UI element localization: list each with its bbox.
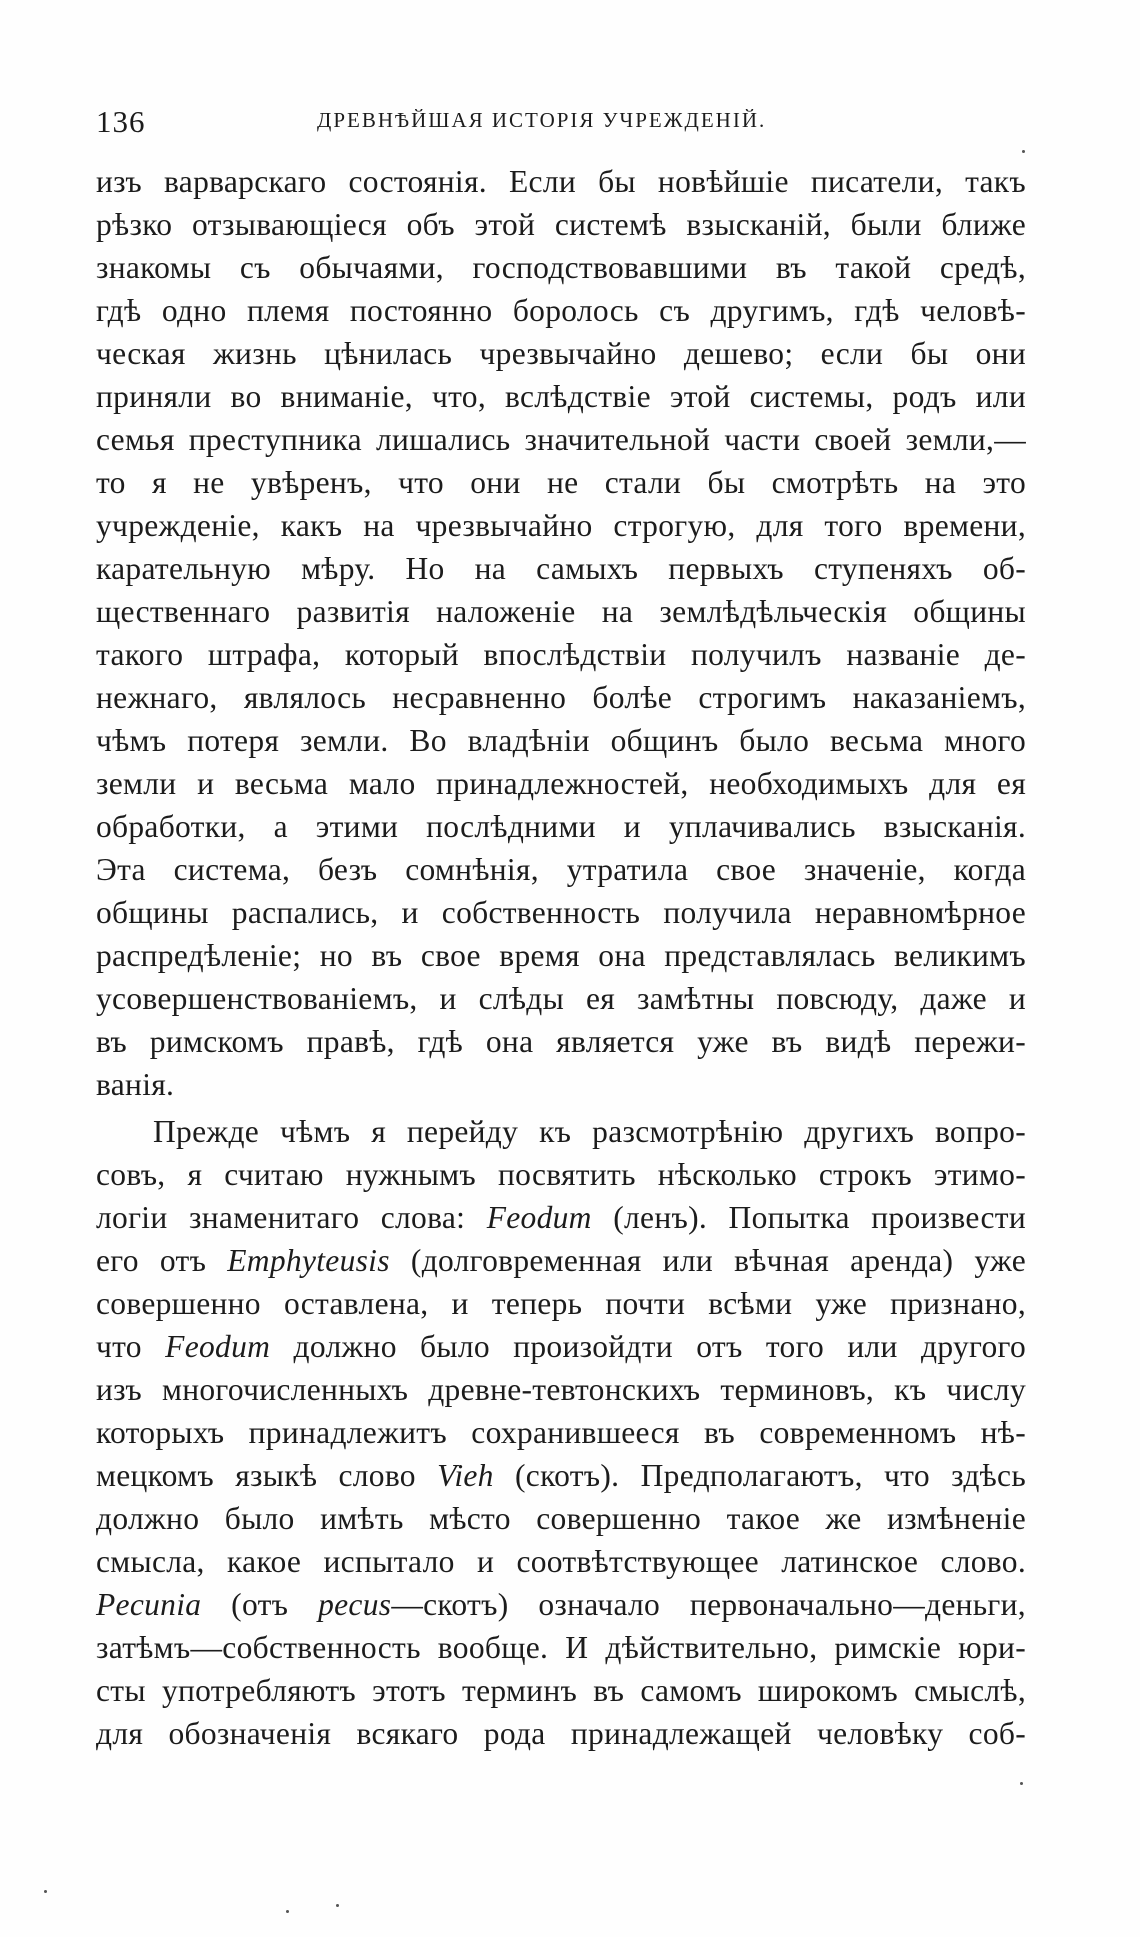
text-line: щественнаго развитія наложеніе на землѣдѣльческія общины xyxy=(96,594,1026,629)
text-run: логіи знаменитаго слова: xyxy=(96,1200,487,1235)
text-run: (скотъ). Предполагаютъ, что здѣсь xyxy=(493,1458,1026,1493)
text-run: —скотъ) означало первоначально—деньги, xyxy=(391,1587,1026,1622)
text-line: совъ, я считаю нужнымъ посвятить нѣсколько строкъ этимо- xyxy=(96,1157,1026,1192)
paragraph-1 xyxy=(96,160,1026,1106)
text-line: общины распались, и собственность получила неравномѣрное xyxy=(96,895,1026,930)
text-line: сты употребляютъ этотъ терминъ въ самомъ широкомъ смыслѣ, xyxy=(96,1673,1026,1708)
scan-speck xyxy=(286,1910,289,1913)
text-line: затѣмъ—собственность вообще. И дѣйствительно, римскіе юри- xyxy=(96,1630,1026,1665)
running-head: ДРЕВНѢЙШАЯ ИСТОРІЯ УЧРЕЖДЕНІЙ. xyxy=(317,108,767,132)
latin-term: Emphyteusis xyxy=(227,1243,390,1278)
text-line: такого штрафа, который впослѣдствіи получилъ названіе де- xyxy=(96,637,1026,672)
text-run: (отъ xyxy=(201,1587,319,1622)
text-line: изъ варварскаго состоянія. Если бы новѣйшіе писатели, такъ xyxy=(96,164,1026,199)
text-line: въ римскомъ правѣ, гдѣ она является уже въ видѣ пережи- xyxy=(96,1024,1026,1059)
text-line: ванія. xyxy=(96,1067,175,1102)
text-line: смысла, какое испытало и соотвѣтствующее латинское слово. xyxy=(96,1544,1026,1579)
text-line: обработки, а этими послѣдними и уплачивались взысканія. xyxy=(96,809,1026,844)
text-run: должно было произойдти отъ того или другого xyxy=(270,1329,1026,1364)
body-text xyxy=(96,160,1026,1755)
text-line: приняли во вниманіе, что, вслѣдствіе этой системы, родъ или xyxy=(96,379,1026,414)
text-line: усовершенствованіемъ, и слѣды ея замѣтны повсюду, даже и xyxy=(96,981,1026,1016)
text-run: мецкомъ языкѣ слово xyxy=(96,1458,438,1493)
text-run: (долговременная или вѣчная аренда) уже xyxy=(389,1243,1026,1278)
page-number: 136 xyxy=(96,104,146,139)
text-line xyxy=(96,1583,1026,1626)
text-line: гдѣ одно племя постоянно боролось съ другимъ, гдѣ человѣ- xyxy=(96,293,1026,328)
text-line: совершенно оставлена, и теперь почти всѣми уже признано, xyxy=(96,1286,1026,1321)
text-line: для обозначенія всякаго рода принадлежащей человѣку соб- xyxy=(96,1716,1026,1751)
latin-term: pecus xyxy=(318,1587,392,1622)
scan-speck xyxy=(1022,150,1025,153)
text-line: распредѣленіе; но въ свое время она представлялась великимъ xyxy=(96,938,1026,973)
latin-term: Feodum xyxy=(486,1200,592,1235)
text-line: Прежде чѣмъ я перейду къ разсмотрѣнію другихъ вопро- xyxy=(153,1114,1026,1149)
text-line: изъ многочисленныхъ древне-тевтонскихъ терминовъ, къ числу xyxy=(96,1372,1026,1407)
text-line: Эта система, безъ сомнѣнія, утратила свое значеніе, когда xyxy=(96,852,1026,887)
text-line: земли и весьма мало принадлежностей, необходимыхъ для ея xyxy=(96,766,1026,801)
text-line: рѣзко отзывающіеся объ этой системѣ взысканій, были ближе xyxy=(96,207,1026,242)
text-run: что xyxy=(96,1329,166,1364)
text-line: которыхъ принадлежитъ сохранившееся въ современномъ нѣ- xyxy=(96,1415,1026,1450)
text-line: то я не увѣренъ, что они не стали бы смотрѣть на это xyxy=(96,465,1026,500)
paragraph-2 xyxy=(96,1110,1026,1755)
text-line: знакомы съ обычаями, господствовавшими въ такой средѣ, xyxy=(96,250,1026,285)
text-line: нежнаго, являлось несравненно болѣе строгимъ наказаніемъ, xyxy=(96,680,1026,715)
latin-term: Vieh xyxy=(437,1458,494,1493)
scan-speck xyxy=(44,1890,47,1893)
text-line xyxy=(96,1196,1026,1239)
latin-term: Pecunia xyxy=(96,1587,202,1622)
text-run: его отъ xyxy=(96,1243,228,1278)
page-header xyxy=(96,104,1026,148)
text-line xyxy=(96,1239,1026,1282)
text-line xyxy=(96,1325,1026,1368)
text-line xyxy=(96,1454,1026,1497)
text-line: должно было имѣть мѣсто совершенно такое же измѣненіе xyxy=(96,1501,1026,1536)
text-line: учрежденіе, какъ на чрезвычайно строгую, для того времени, xyxy=(96,508,1026,543)
scan-speck xyxy=(1020,1782,1023,1785)
text-line: чѣмъ потеря земли. Во владѣніи общинъ было весьма много xyxy=(96,723,1026,758)
text-run: (ленъ). Попытка произвести xyxy=(591,1200,1026,1235)
text-line: ческая жизнь цѣнилась чрезвычайно дешево; если бы они xyxy=(96,336,1026,371)
text-line: карательную мѣру. Но на самыхъ первыхъ ступеняхъ об- xyxy=(96,551,1026,586)
text-line: семья преступника лишались значительной части своей земли,— xyxy=(96,422,1026,457)
latin-term: Feodum xyxy=(165,1329,271,1364)
scan-speck xyxy=(336,1904,339,1907)
